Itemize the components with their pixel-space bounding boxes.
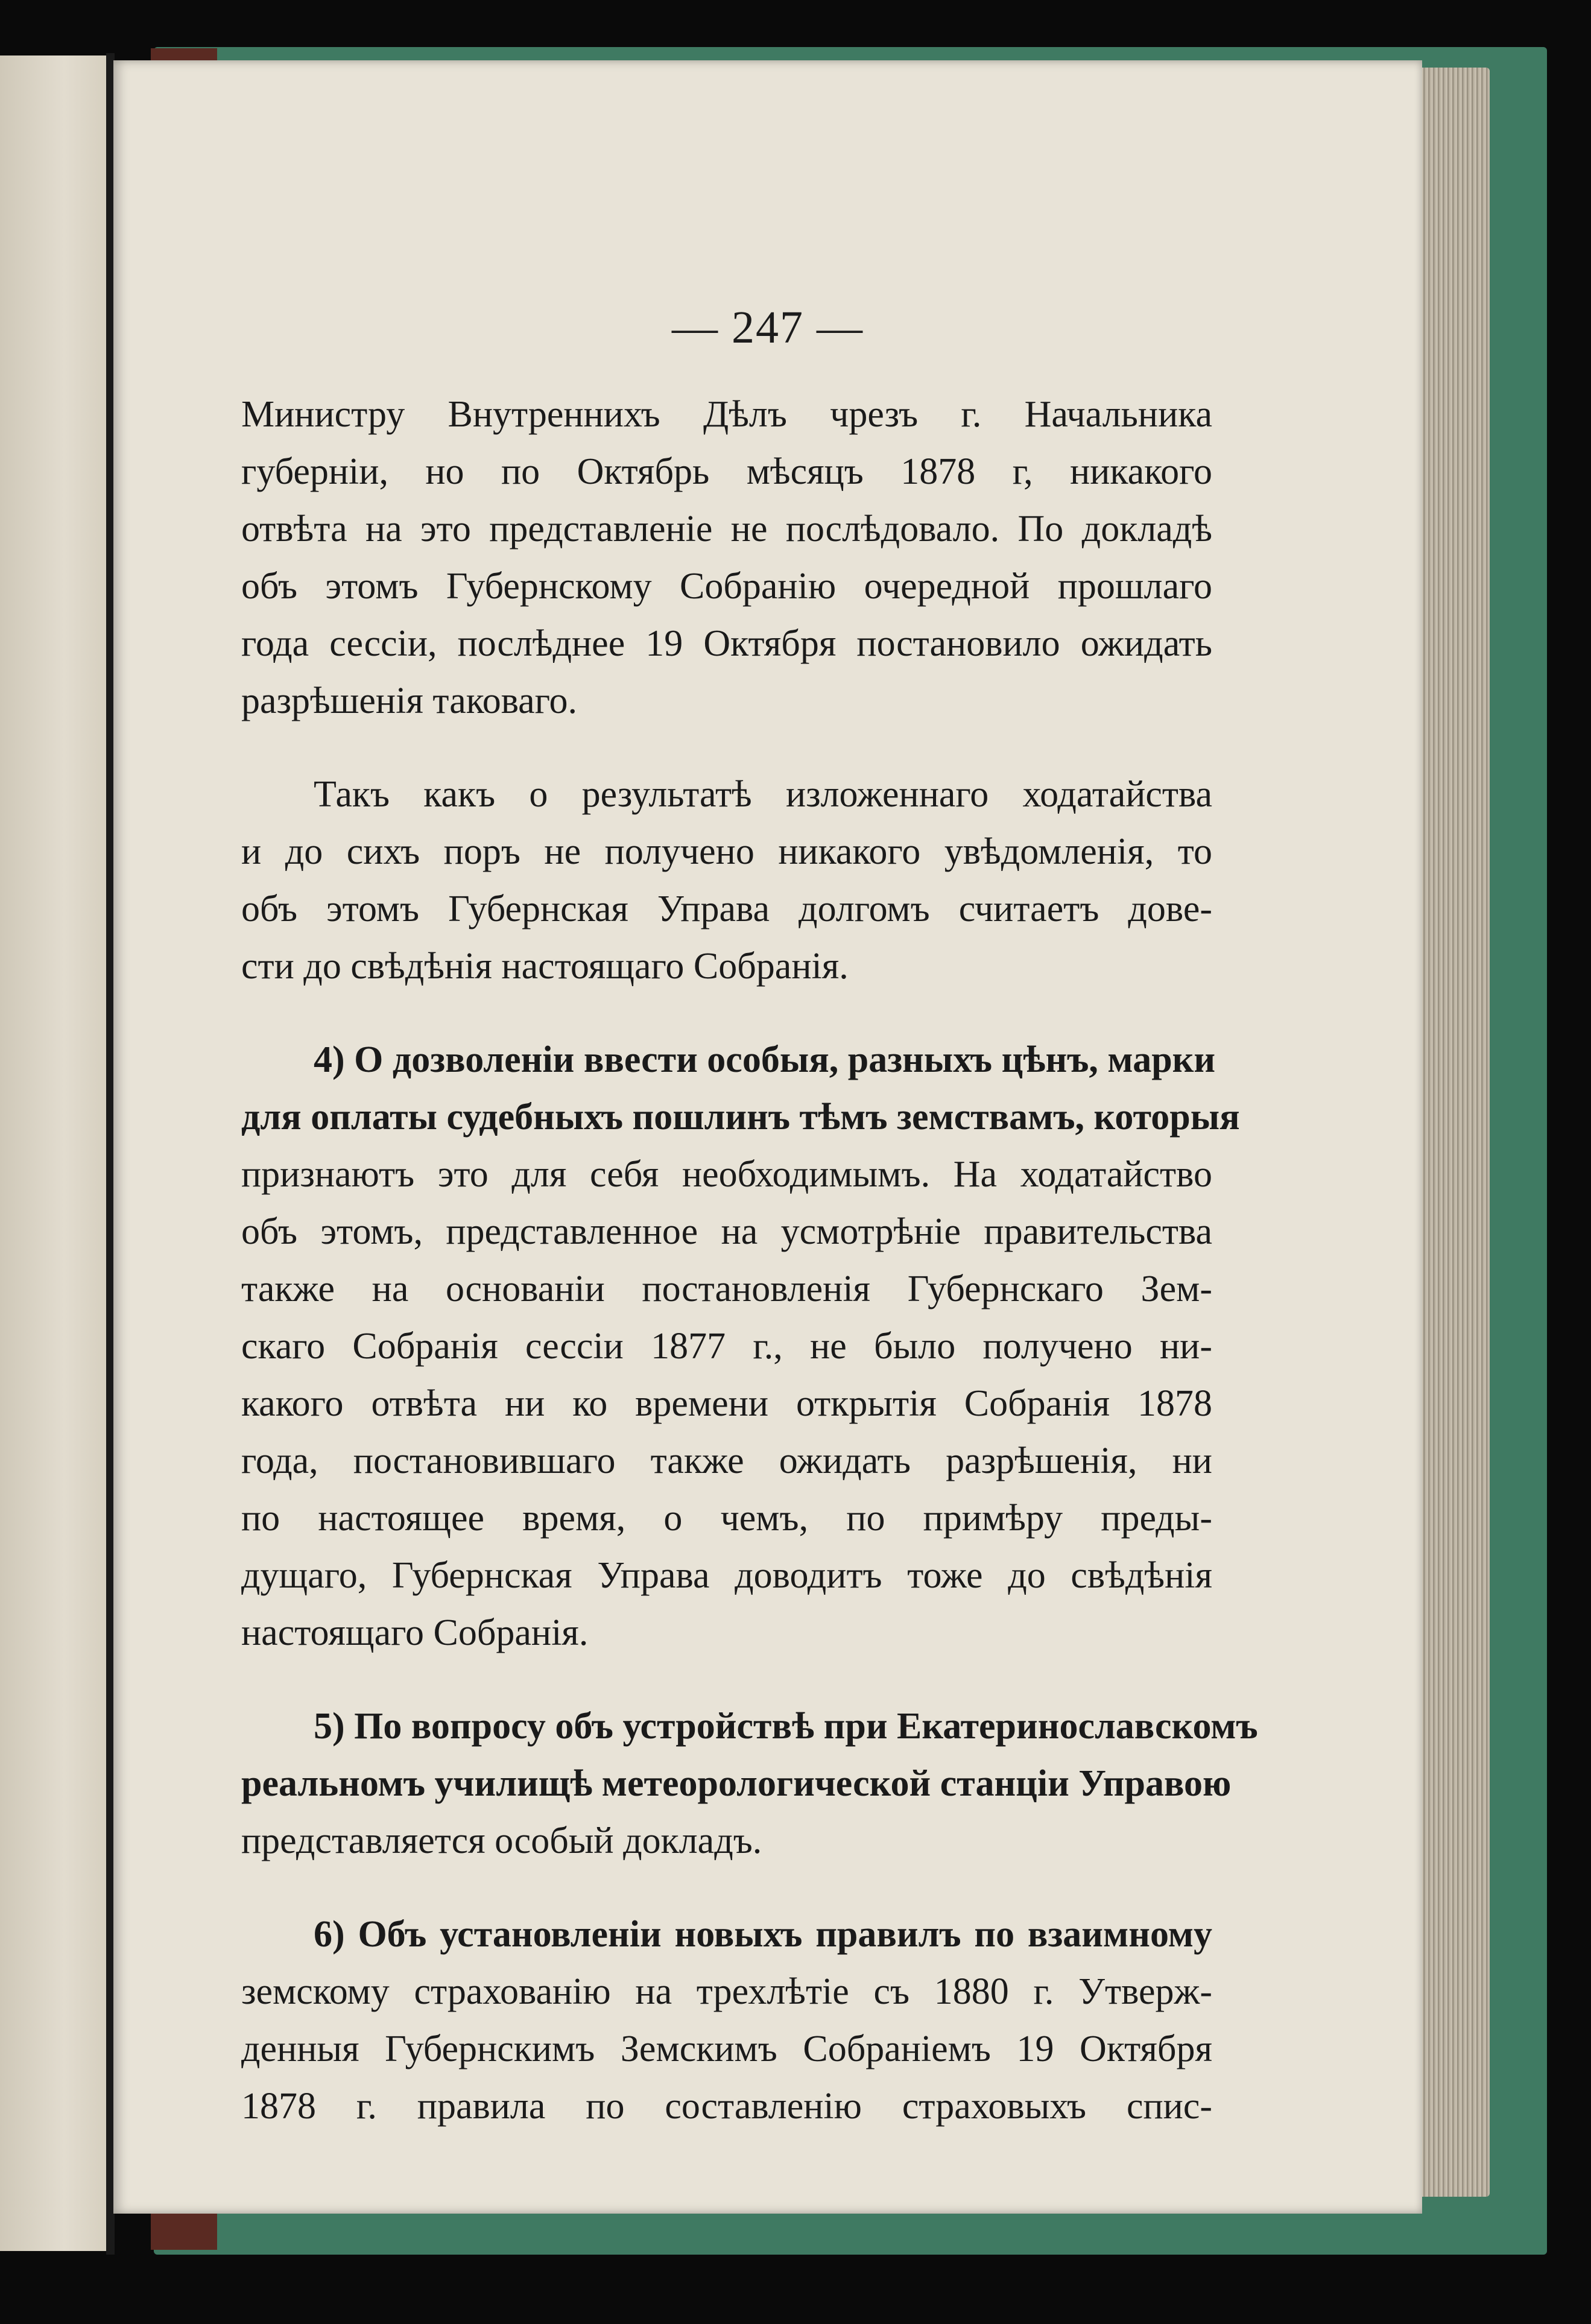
left-page-edge — [0, 55, 107, 2251]
paragraph-4 — [241, 1698, 1258, 1870]
right-page — [113, 60, 1422, 2214]
text-line: отвѣта на это представленіе не послѣдовало. По докладѣ — [241, 508, 1212, 549]
text-line: 1878 г. правила по составленію страховыхъ спис- — [241, 2086, 1212, 2127]
text-line: признаютъ это для себя необходимымъ. На ходатайство — [241, 1154, 1212, 1195]
page-edges — [1411, 68, 1490, 2197]
text-line: года, постановившаго также ожидать разрѣшенія, ни — [241, 1440, 1212, 1481]
text-line: губерніи, но по Октябрь мѣсяцъ 1878 г, никакого — [241, 451, 1212, 492]
text-line: настоящаго Собранія. — [241, 1612, 589, 1653]
text-line: 4) О дозволеніи ввести особыя, разныхъ цѣнъ, марки — [314, 1039, 1216, 1080]
text-line: Министру Внутреннихъ Дѣлъ чрезъ г. Начальника — [241, 394, 1212, 435]
text-line: земскому страхованію на трехлѣтіе съ 1880 г. Утверж- — [241, 1971, 1212, 2012]
text-line: денныя Губернскимъ Земскимъ Собраніемъ 19 Октября — [241, 2028, 1212, 2069]
paragraph-2 — [241, 766, 1212, 995]
text-line: объ этомъ, представленное на усмотрѣніе правительства — [241, 1211, 1212, 1252]
text-line: также на основаніи постановленія Губернскаго Зем- — [241, 1268, 1212, 1309]
text-line: сти до свѣдѣнія настоящаго Собранія. — [241, 946, 849, 987]
text-line: объ этомъ Губернская Управа долгомъ считаетъ дове- — [241, 888, 1212, 929]
text-line: Такъ какъ о результатѣ изложеннаго ходатайства — [314, 774, 1212, 815]
body-text — [241, 386, 1258, 2135]
page-number: — 247 — — [672, 302, 864, 353]
text-line: по настоящее время, о чемъ, по примѣру преды- — [241, 1498, 1212, 1539]
text-line: года сессіи, послѣднее 19 Октября постановило ожидать — [241, 623, 1212, 664]
paragraph-5 — [241, 1906, 1212, 2135]
text-line: дущаго, Губернская Управа доводитъ тоже до свѣдѣнія — [241, 1555, 1212, 1596]
text-line: объ этомъ Губернскому Собранію очередной прошлаго — [241, 566, 1212, 607]
text-line: 5) По вопросу объ устройствѣ при Екатеринославскомъ — [314, 1706, 1258, 1747]
text-line: скаго Собранія сессіи 1877 г., не было получено ни- — [241, 1326, 1212, 1367]
text-line: и до сихъ поръ не получено никакого увѣдомленія, то — [241, 831, 1212, 872]
text-line: разрѣшенія таковаго. — [241, 680, 578, 721]
paragraph-1 — [241, 386, 1212, 730]
text-line: 6) Объ установленіи новыхъ правилъ по взаимному — [314, 1914, 1212, 1955]
text-line: для оплаты судебныхъ пошлинъ тѣмъ земствамъ, которыя — [241, 1097, 1240, 1138]
text-line: представляется особый докладъ. — [241, 1820, 762, 1861]
text-line: какого отвѣта ни ко времени открытія Собранія 1878 — [241, 1383, 1212, 1424]
paragraph-3 — [241, 1031, 1240, 1662]
text-line: реальномъ училищѣ метеорологической станціи Управою — [241, 1763, 1232, 1804]
